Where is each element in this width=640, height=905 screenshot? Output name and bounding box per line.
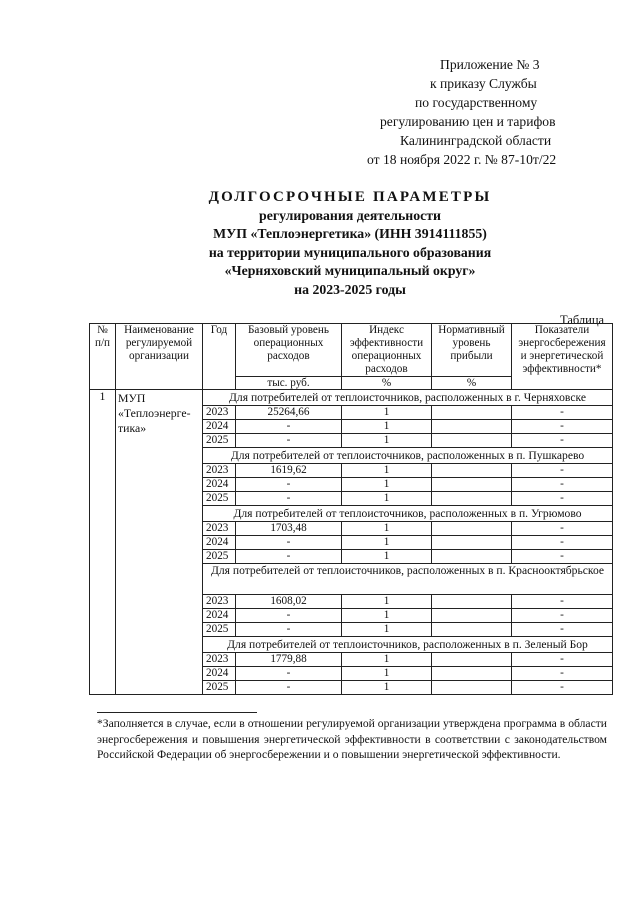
- year-cell: 2025: [203, 681, 236, 695]
- appendix-block: [330, 55, 640, 169]
- base-cost-cell: -: [236, 420, 342, 434]
- efficiency-index-cell: 1: [342, 406, 432, 420]
- document-heading: [100, 188, 600, 299]
- table-label: Таблица: [560, 313, 605, 327]
- year-cell: 2023: [203, 464, 236, 478]
- base-cost-cell: -: [236, 667, 342, 681]
- profit-level-cell: [432, 595, 512, 609]
- base-cost-cell: -: [236, 434, 342, 448]
- year-cell: 2023: [203, 653, 236, 667]
- header-profit: Нормативный уровень прибыли: [432, 324, 512, 377]
- footnote-text: *Заполняется в случае, если в отношении регулируемой организации утверждена программа в области энергосбережения и повышения энергетической эффективности в соответствии с законодательством Российской Федерации об энергосбережении и о повышении энергетической эффективности.: [97, 717, 607, 761]
- profit-level-cell: [432, 492, 512, 506]
- year-cell: 2023: [203, 595, 236, 609]
- energy-indicator-cell: -: [512, 434, 613, 448]
- document-title: ДОЛГОСРОЧНЫЕ ПАРАМЕТРЫ: [208, 189, 492, 205]
- heading-line: МУП «Теплоэнергетика» (ИНН 3914111855): [213, 226, 487, 241]
- base-cost-cell: -: [236, 681, 342, 695]
- profit-level-cell: [432, 536, 512, 550]
- efficiency-index-cell: 1: [342, 492, 432, 506]
- base-cost-cell: 1619,62: [236, 464, 342, 478]
- base-cost-cell: 1608,02: [236, 595, 342, 609]
- group-row: [90, 390, 613, 406]
- group-title: Для потребителей от теплоисточников, расположенных в п. Угрюмово: [203, 506, 613, 522]
- profit-level-cell: [432, 550, 512, 564]
- year-cell: 2025: [203, 492, 236, 506]
- year-cell: 2024: [203, 667, 236, 681]
- organization-name: МУП «Теплоэнерге-тика»: [116, 390, 203, 695]
- profit-level-cell: [432, 653, 512, 667]
- year-cell: 2025: [203, 550, 236, 564]
- year-cell: 2023: [203, 406, 236, 420]
- header-base: Базовый уровень операционных расходов: [236, 324, 342, 377]
- energy-indicator-cell: -: [512, 609, 613, 623]
- parameters-table: [89, 323, 613, 695]
- profit-level-cell: [432, 420, 512, 434]
- energy-indicator-cell: -: [512, 420, 613, 434]
- energy-indicator-cell: -: [512, 550, 613, 564]
- efficiency-index-cell: 1: [342, 478, 432, 492]
- energy-indicator-cell: -: [512, 522, 613, 536]
- base-cost-cell: 1703,48: [236, 522, 342, 536]
- profit-level-cell: [432, 406, 512, 420]
- profit-level-cell: [432, 667, 512, 681]
- heading-line: на 2023-2025 годы: [294, 281, 406, 297]
- energy-indicator-cell: -: [512, 478, 613, 492]
- appendix-line: от 18 ноября 2022 г. № 87-10т/22: [367, 152, 557, 167]
- efficiency-index-cell: 1: [342, 536, 432, 550]
- base-cost-cell: -: [236, 609, 342, 623]
- energy-indicator-cell: -: [512, 653, 613, 667]
- profit-level-cell: [432, 681, 512, 695]
- year-cell: 2024: [203, 420, 236, 434]
- base-cost-cell: -: [236, 536, 342, 550]
- heading-line: «Черняховский муниципальный округ»: [224, 263, 476, 278]
- year-cell: 2023: [203, 522, 236, 536]
- base-cost-cell: 25264,66: [236, 406, 342, 420]
- energy-indicator-cell: -: [512, 536, 613, 550]
- row-number: 1: [90, 390, 116, 695]
- appendix-line: Калининградской области: [400, 133, 552, 148]
- efficiency-index-cell: 1: [342, 595, 432, 609]
- efficiency-index-cell: 1: [342, 464, 432, 478]
- heading-line: регулирования деятельности: [259, 207, 441, 223]
- efficiency-index-cell: 1: [342, 609, 432, 623]
- group-title: Для потребителей от теплоисточников, расположенных в п. Пушкарево: [203, 448, 613, 464]
- group-title: Для потребителей от теплоисточников, расположенных в г. Черняховске: [203, 390, 613, 406]
- energy-indicator-cell: -: [512, 681, 613, 695]
- efficiency-index-cell: 1: [342, 623, 432, 637]
- year-cell: 2025: [203, 623, 236, 637]
- profit-level-cell: [432, 522, 512, 536]
- efficiency-index-cell: 1: [342, 667, 432, 681]
- year-cell: 2024: [203, 536, 236, 550]
- appendix-line: к приказу Службы: [430, 76, 537, 91]
- base-cost-cell: -: [236, 478, 342, 492]
- efficiency-index-cell: 1: [342, 550, 432, 564]
- energy-indicator-cell: -: [512, 623, 613, 637]
- appendix-line: Приложение № 3: [440, 57, 540, 72]
- profit-level-cell: [432, 623, 512, 637]
- base-cost-cell: 1779,88: [236, 653, 342, 667]
- footnote-rule: [97, 712, 257, 713]
- year-cell: 2025: [203, 434, 236, 448]
- group-title: Для потребителей от теплоисточников, расположенных в п. Зеленый Бор: [203, 637, 613, 653]
- base-cost-cell: -: [236, 623, 342, 637]
- header-energy: Показатели энергосбережения и энергетической эффективности*: [512, 324, 613, 390]
- efficiency-index-cell: 1: [342, 434, 432, 448]
- header-index: Индекс эффективности операционных расходов: [342, 324, 432, 377]
- efficiency-index-cell: 1: [342, 420, 432, 434]
- unit-index: %: [342, 377, 432, 390]
- efficiency-index-cell: 1: [342, 681, 432, 695]
- header-num: № п/п: [90, 324, 116, 390]
- appendix-line: регулированию цен и тарифов: [380, 114, 556, 129]
- profit-level-cell: [432, 478, 512, 492]
- energy-indicator-cell: -: [512, 595, 613, 609]
- profit-level-cell: [432, 609, 512, 623]
- base-cost-cell: -: [236, 492, 342, 506]
- energy-indicator-cell: -: [512, 464, 613, 478]
- table-header-row: [90, 324, 613, 377]
- efficiency-index-cell: 1: [342, 522, 432, 536]
- unit-base: тыс. руб.: [236, 377, 342, 390]
- heading-line: на территории муниципального образования: [208, 244, 492, 260]
- year-cell: 2024: [203, 609, 236, 623]
- unit-profit: %: [432, 377, 512, 390]
- header-org: Наименование регулируемой организации: [116, 324, 203, 390]
- energy-indicator-cell: -: [512, 492, 613, 506]
- energy-indicator-cell: -: [512, 406, 613, 420]
- efficiency-index-cell: 1: [342, 653, 432, 667]
- base-cost-cell: -: [236, 550, 342, 564]
- profit-level-cell: [432, 464, 512, 478]
- energy-indicator-cell: -: [512, 667, 613, 681]
- appendix-line: по государственному: [415, 95, 538, 110]
- year-cell: 2024: [203, 478, 236, 492]
- header-year: Год: [203, 324, 236, 390]
- footnote: [97, 712, 607, 763]
- group-title: Для потребителей от теплоисточников, расположенных в п. Краснооктябрьское: [203, 564, 613, 595]
- profit-level-cell: [432, 434, 512, 448]
